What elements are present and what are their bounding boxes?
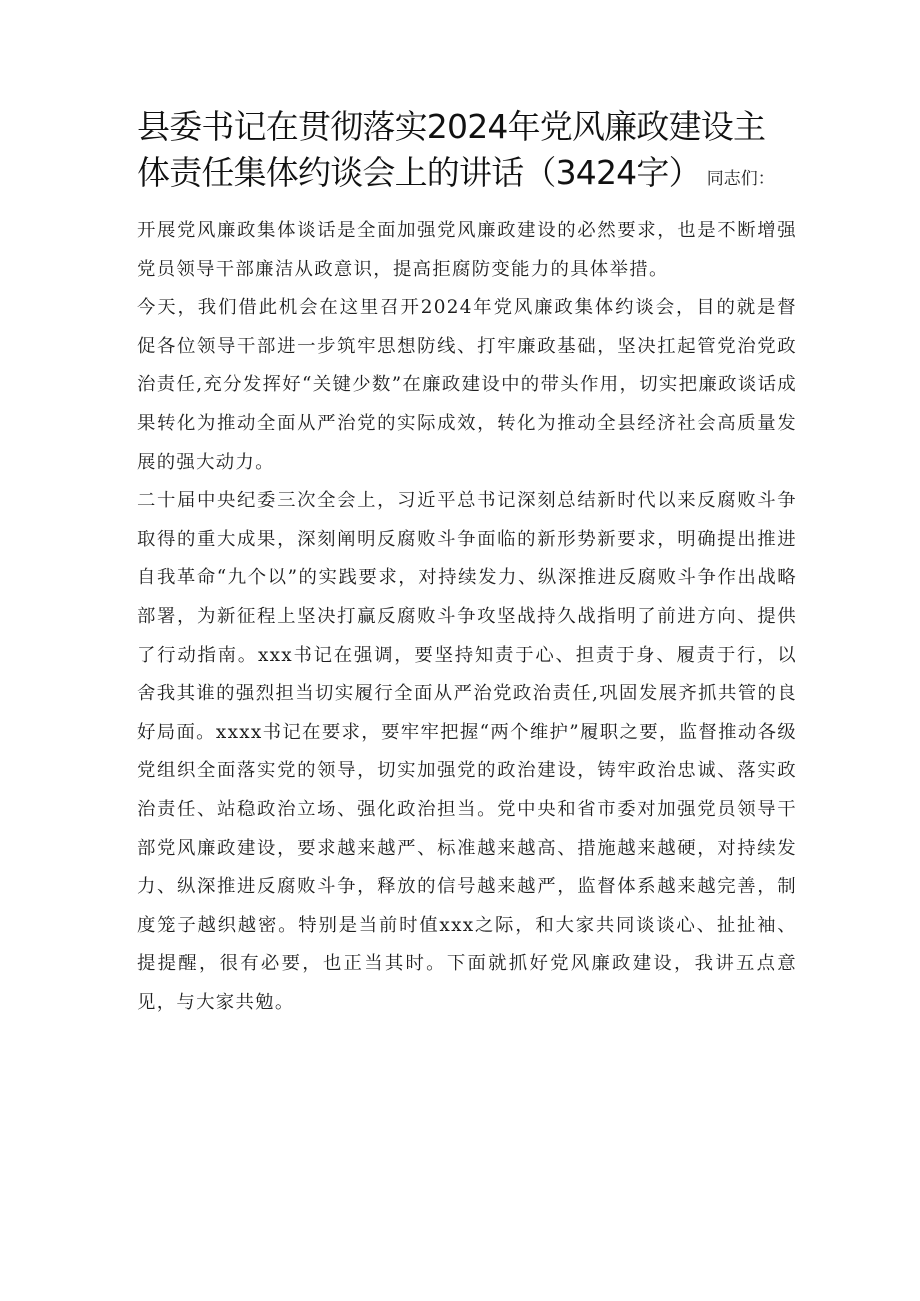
paragraph-2: 今天，我们借此机会在这里召开2024年党风廉政集体约谈会，目的就是督促各位领导干部进一步筑牢思想防线、打牢廉政基础，坚决扛起管党治党政治责任,充分发挥好“关键少数”在廉政建设中的带头作用，切实把廉政谈话成果转化为推动全面从严治党的实际成效，转化为推动全县经济社会高质量发展的强大动力。 <box>137 297 797 473</box>
paragraph-1: 开展党风廉政集体谈话是全面加强党风廉政建设的必然要求，也是不断增强党员领导干部廉洁从政意识，提高拒腐防变能力的具体举措。 <box>137 220 797 280</box>
paragraph-3: 二十届中央纪委三次全会上，习近平总书记深刻总结新时代以来反腐败斗争取得的重大成果，深刻阐明反腐败斗争面临的新形势新要求，明确提出推进自我革命“九个以”的实践要求，对持续发力、纵深推进反腐败斗争作出战略部署，为新征程上坚决打赢反腐败斗争攻坚战持久战指明了前进方向、提供了行动指南。xxx书记在强调，要坚持知责于心、担责于身、履责于行，以舍我其谁的强烈担当切实履行全面从严治党政治责任,巩固发展齐抓共管的良好局面。xxxx书记在要求，要牢牢把握“两个维护”履职之要，监督推动各级党组织全面落实党的领导，切实加强党的政治建设，铸牢政治忠诚、落实政治责任、站稳政治立场、强化政治担当。党中央和省市委对加强党员领导干部党风廉政建设，要求越来越严、标准越来越高、措施越来越硬，对持续发力、纵深推进反腐败斗争，释放的信号越来越严，监督体系越来越完善，制度笼子越织越密。特别是当前时值xxx之际，和大家共同谈谈心、扯扯袖、提提醒，很有必要，也正当其时。下面就抓好党风廉政建设，我讲五点意见，与大家共勉。 <box>137 490 797 1013</box>
title-text: 县委书记在贯彻落实2024年党风廉政建设主体责任集体约谈会上的讲话（3424字） <box>137 107 766 192</box>
document-page <box>137 104 797 1022</box>
greeting-text: 同志们： <box>706 169 775 189</box>
document-title <box>137 104 797 202</box>
